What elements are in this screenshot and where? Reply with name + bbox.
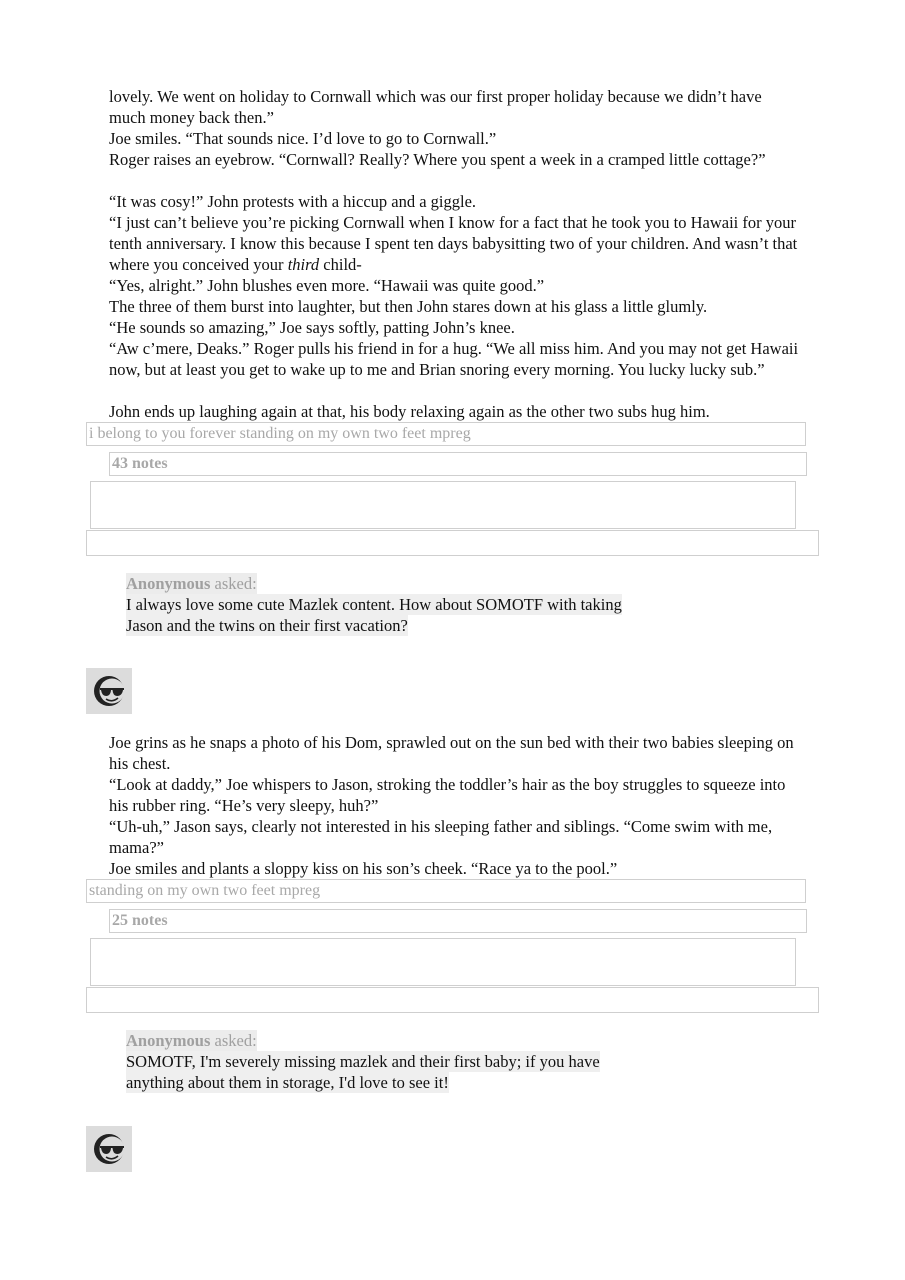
post2-paragraph-4: Joe smiles and plants a sloppy kiss on his son’s cheek. “Race ya to the pool.” (109, 859, 618, 878)
ask1-block (126, 573, 622, 636)
ask2-block (126, 1030, 600, 1093)
ask1-header (126, 573, 622, 594)
ask2-asker: Anonymous asked: (126, 1031, 257, 1050)
avatar-2[interactable] (86, 1126, 132, 1172)
post1-paragraph-10: John ends up laughing again at that, his body relaxing again as the other two subs hug him. (109, 402, 710, 421)
ask1-question-line1: I always love some cute Mazlek content. How about SOMOTF with taking (126, 595, 622, 614)
ask2-header (126, 1030, 600, 1051)
post1-footer-bar (86, 530, 819, 556)
post1-paragraph-8: “He sounds so amazing,” Joe says softly, patting John’s knee. (109, 318, 515, 337)
post2-notes-panel (90, 938, 796, 986)
avatar[interactable] (86, 668, 132, 714)
post2-tags[interactable]: standing on my own two feet mpreg (86, 879, 806, 903)
post1-paragraph-4: “It was cosy!” John protests with a hiccup and a giggle. (109, 192, 477, 211)
sunglasses-face-icon (86, 1126, 132, 1172)
post2-notes-count[interactable]: 25 notes (109, 909, 807, 933)
post2-paragraph-2: “Look at daddy,” Joe whispers to Jason, stroking the toddler’s hair as the boy struggles to squeeze into his rubber ring. “He’s very sleepy, huh?” (109, 775, 786, 815)
hawaii-emphasis: third (287, 254, 320, 274)
post1-notes-count[interactable]: 43 notes (109, 452, 807, 476)
post1-paragraph-9: “Aw c’mere, Deaks.” Roger pulls his friend in for a hug. “We all miss him. And you may not get Hawaii now, but at least you get to wake up to me and Brian snoring every morning. You lucky lucky sub.” (109, 339, 799, 379)
post1-tags[interactable]: i belong to you forever standing on my own two feet mpreg (86, 422, 806, 446)
hawaii-text-end: child- (319, 254, 362, 274)
ask1-asker: Anonymous asked: (126, 574, 257, 593)
post1-notes-panel (90, 481, 796, 529)
ask2-question-line1: SOMOTF, I'm severely missing mazlek and their first baby; if you have (126, 1052, 600, 1071)
sunglasses-face-icon (86, 668, 132, 714)
post2-paragraph-1: Joe grins as he snaps a photo of his Dom, sprawled out on the sun bed with their two babies sleeping on his chest. (109, 733, 794, 773)
post2-paragraph-3: “Uh-uh,” Jason says, clearly not interested in his sleeping father and siblings. “Come swim with me, mama?” (109, 817, 773, 857)
post2-footer-bar (86, 987, 819, 1013)
post1-paragraph-1: lovely. We went on holiday to Cornwall which was our first proper holiday because we didn’t have much money back then.” (109, 87, 762, 127)
post1-paragraph-5 (109, 213, 799, 275)
post1-paragraph-2: Joe smiles. “That sounds nice. I’d love to go to Cornwall.” (109, 129, 497, 148)
post1-paragraph-3: Roger raises an eyebrow. “Cornwall? Really? Where you spent a week in a cramped little cottage?” (109, 150, 766, 169)
post1-paragraph-6: “Yes, alright.” John blushes even more. “Hawaii was quite good.” (109, 276, 545, 295)
ask2-question-line2: anything about them in storage, I'd love to see it! (126, 1073, 449, 1092)
hawaii-text: “I just can’t believe you’re picking Cornwall when I know for a fact that he took you to Hawaii for your tenth anniversary. I know this because I spent ten days babysitting two of your children. And wasn’t that where you conceived your (109, 213, 798, 274)
post1-paragraph-7: The three of them burst into laughter, but then John stares down at his glass a little glumly. (109, 297, 708, 316)
ask1-question-line2: Jason and the twins on their first vacation? (126, 616, 408, 635)
